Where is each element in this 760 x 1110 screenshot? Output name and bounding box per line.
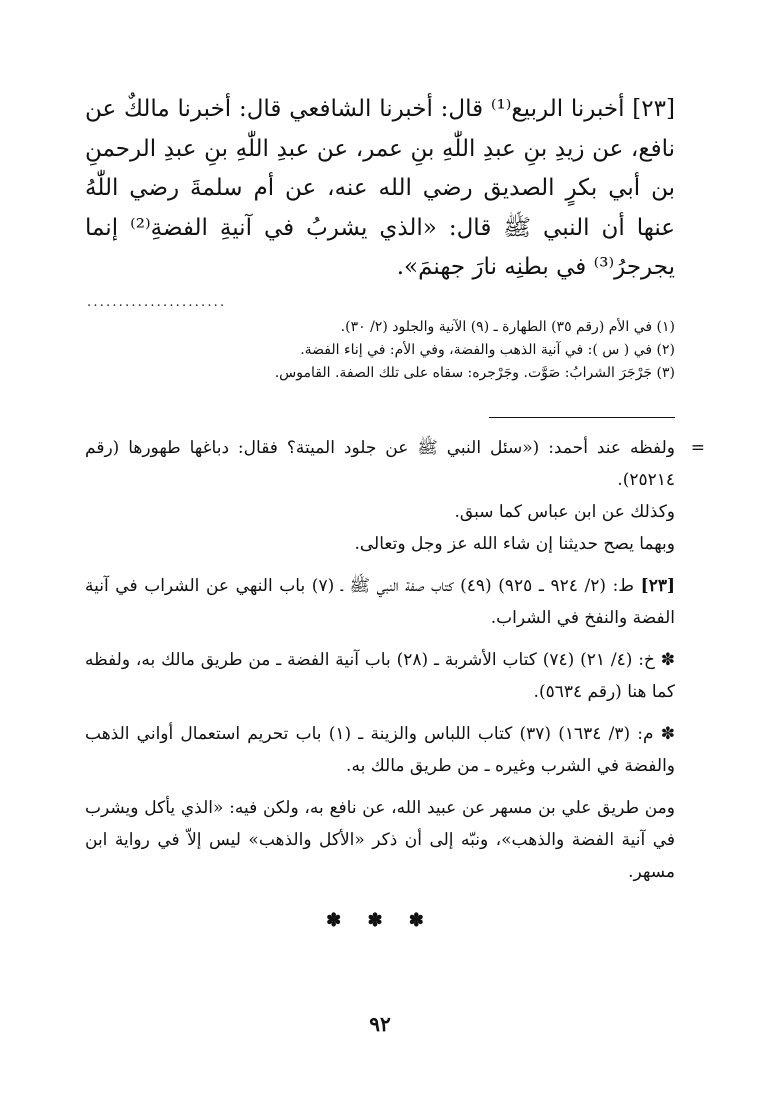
note-paragraph: ✽ خ: (٤/ ٢١) (٧٤) كتاب الأشربة ـ (٢٨) باب آنية الفضة ـ من طريق مالك به، ولفظه كما هنا (رقم ٥٦٣٤). bbox=[85, 649, 675, 702]
hadith-text: [٢٣] أخبرنا الربيع⁽¹⁾ قال: أخبرنا الشافعي قال: أخبرنا مالكٌ عن نافع، عن زيدِ بنِ عبدِ اللّٰهِ بنِ عمر، عن عبدِ اللّٰهِ بنِ عبدِ الرحمنِ بن أبي بكرٍ الصديق رضي الله عنه، عن أم سلمةَ رضي اللّٰهُ عنها أن النبي ﷺ قال: «الذي يشربُ في آنيةِ الفضةِ⁽²⁾ إنما يجرجرُ⁽³⁾ في بطنِه نارَ جهنمَ». bbox=[85, 96, 676, 280]
continued-note bbox=[85, 432, 705, 560]
note-paragraph bbox=[85, 570, 675, 634]
footnotes bbox=[85, 316, 675, 385]
note-paragraph: وبهما يصح حديثنا إن شاء الله عز وجل وتعالى. bbox=[354, 533, 675, 554]
stars-separator: ✽ ✽ ✽ bbox=[326, 909, 434, 931]
page-content bbox=[85, 90, 705, 931]
footnote-3: (٣) جَرْجَرَ الشرابُ: صَوَّت. وجَرْجره: سقاه على تلك الصفة. القاموس. bbox=[274, 364, 675, 381]
note-paragraph: وكذلك عن ابن عباس كما سبق. bbox=[454, 501, 675, 522]
note-23 bbox=[85, 570, 675, 634]
section-divider bbox=[489, 417, 675, 418]
note-paragraph: ✽ م: (٣/ ١٦٣٤) (٣٧) كتاب اللباس والزينة ـ (١) باب تحريم استعمال أواني الذهب والفضة في الشرب وغيره ـ من طريق مالك به. bbox=[85, 723, 675, 776]
continuation-mark: = bbox=[690, 437, 705, 458]
footnote-2: (٢) في ( س ): في آنية الذهب والفضة، وفي الأم: في إناء الفضة. bbox=[300, 341, 675, 358]
note-text: ط: (٢/ ٩٢٤ ـ ٩٢٥) (٤٩) كتاب صفة النبي ﷺ ـ (٧) باب النهي عن الشراب في آنية الفضة والنفخ في الشراب. bbox=[85, 575, 675, 628]
page-number: ٩٢ bbox=[369, 1012, 391, 1036]
note-muslim bbox=[85, 718, 675, 782]
note-paragraph: ولفظه عند أحمد: («سئل النبي ﷺ عن جلود الميتة؟ فقال: دباغها طهورها (رقم ٢٥٢١٤). bbox=[85, 437, 675, 490]
commentary-notes bbox=[85, 432, 705, 888]
footnote-1: (١) في الأم (رقم ٣٥) الطهارة ـ (٩) الآنية والجلود (٢/ ٣٠). bbox=[340, 318, 675, 335]
note-bukhari bbox=[85, 644, 675, 708]
note-label: [٢٣] bbox=[640, 575, 675, 596]
note-ibn-mushir bbox=[85, 792, 675, 888]
dotted-separator: ...................... bbox=[87, 294, 227, 310]
note-paragraph: ومن طريق علي بن مسهر عن عبيد الله، عن نافع به، ولكن فيه: «الذي يأكل ويشرب في آنية الفضة والذهب»، ونبّه إلى أن ذكر «الأكل والذهب» ليس إلاّ في رواية ابن مسهر. bbox=[85, 797, 675, 882]
